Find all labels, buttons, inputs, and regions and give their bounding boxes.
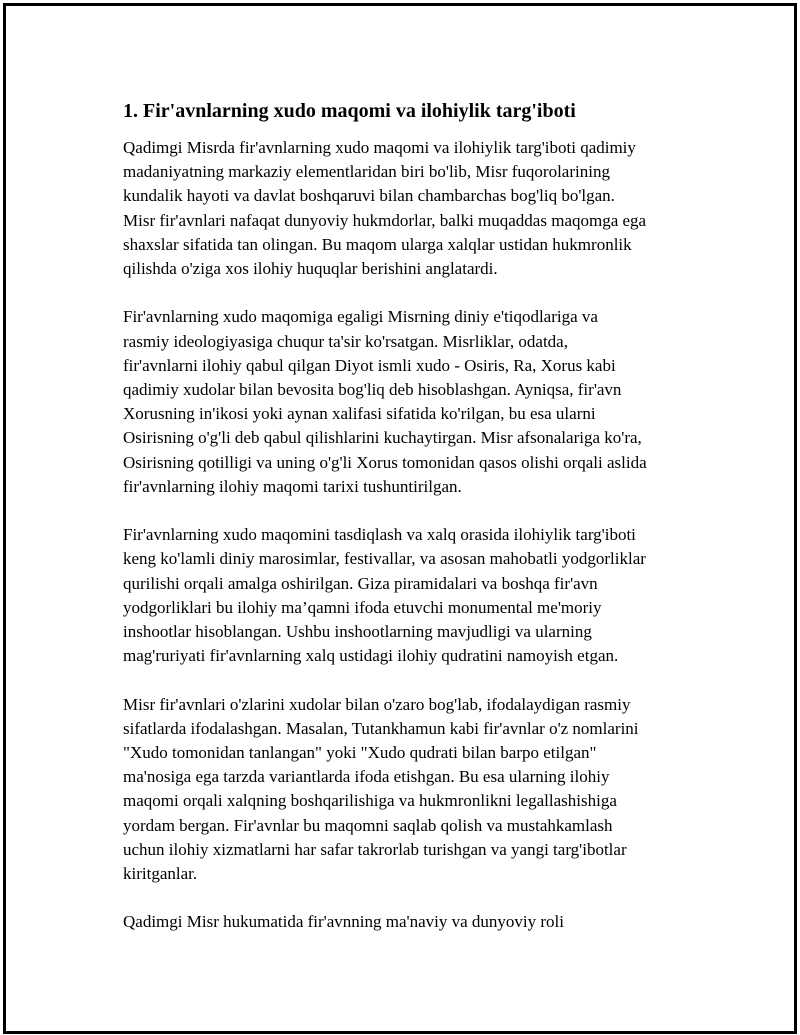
text-line: Fir'avnlarning xudo maqomiga egaligi Misrning diniy e'tiqodlariga va: [123, 307, 598, 327]
text-line: Misr fir'avnlari nafaqat dunyoviy hukmdorlar, balki muqaddas maqomga ega: [123, 210, 647, 230]
text-line: uchun ilohiy xizmatlarni har safar takrorlab turishgan va yangi targ'ibotlar: [123, 839, 627, 859]
text-line: keng ko'lamli diniy marosimlar, festivallar, va asosan mahobatli yodgorliklar: [123, 549, 646, 569]
paragraph-5: [123, 910, 703, 934]
text-line: fir'avnlarni ilohiy qabul qilgan Diyot ismli xudo - Osiris, Ra, Xorus kabi: [123, 355, 616, 375]
text-line: Fir'avnlarning xudo maqomini tasdiqlash va xalq orasida ilohiylik targ'iboti: [123, 525, 636, 545]
text-line: sifatlarda ifodalashgan. Masalan, Tutankhamun kabi fir'avnlar o'z nomlarini: [123, 718, 639, 738]
text-line: Qadimgi Misrda fir'avnlarning xudo maqomi va ilohiylik targ'iboti qadimiy: [123, 138, 636, 157]
paragraph-4: [123, 693, 703, 887]
section-heading: 1. Fir'avnlarning xudo maqomi va ilohiylik targ'iboti: [123, 100, 576, 122]
text-line: Osirisning o'g'li deb qabul qilishlarini kuchaytirgan. Misr afsonalariga ko'ra,: [123, 428, 642, 448]
text-line: kiritganlar.: [123, 864, 198, 884]
text-line: "Xudo tomonidan tanlangan" yoki "Xudo qudrati bilan barpo etilgan": [123, 743, 597, 763]
text-line: rasmiy ideologiyasiga chuqur ta'sir ko'rsatgan. Misrliklar, odatda,: [123, 331, 568, 351]
text-line: qilishda o'ziga xos ilohiy huquqlar berishini anglatardi.: [123, 259, 498, 279]
document-body: [123, 98, 703, 935]
page-frame: [3, 3, 797, 1034]
text-line: qurilishi orqali amalga oshirilgan. Giza piramidalari va boshqa fir'avn: [123, 573, 598, 593]
text-line: shaxslar sifatida tan olingan. Bu maqom ularga xalqlar ustidan hukmronlik: [123, 234, 632, 254]
paragraph-3: [123, 523, 703, 668]
text-line: inshootlar hisoblangan. Ushbu inshootlarning mavjudligi va ularning: [123, 622, 592, 642]
text-line: maqomi orqali xalqning boshqarilishiga va hukmronlikni legallashishiga: [123, 791, 617, 811]
text-line: Qadimgi Misr hukumatida fir'avnning ma'naviy va dunyoviy roli: [123, 912, 564, 932]
text-line: madaniyatning markaziy elementlaridan biri bo'lib, Misr fuqorolarining: [123, 162, 610, 182]
paragraph-1: [123, 136, 703, 281]
text-line: Xorusning in'ikosi yoki aynan xalifasi sifatida ko'rilgan, bu esa ularni: [123, 404, 596, 424]
text-line: qadimiy xudolar bilan bevosita bog'liq deb hisoblashgan. Ayniqsa, fir'avn: [123, 380, 622, 400]
text-line: kundalik hayoti va davlat boshqaruvi bilan chambarchas bog'liq bo'lgan.: [123, 186, 615, 206]
text-line: fir'avnlarning ilohiy maqomi tarixi tushuntirilgan.: [123, 476, 462, 496]
text-line: yodgorliklari bu ilohiy ma’qamni ifoda etuvchi monumental me'moriy: [123, 597, 602, 617]
text-line: Osirisning qotilligi va uning o'g'li Xorus tomonidan qasos olishi orqali aslida: [123, 452, 647, 472]
text-line: yordam bergan. Fir'avnlar bu maqomni saqlab qolish va mustahkamlash: [123, 815, 613, 835]
text-line: Misr fir'avnlari o'zlarini xudolar bilan o'zaro bog'lab, ifodalaydigan rasmiy: [123, 694, 631, 714]
text-line: mag'ruriyati fir'avnlarning xalq ustidagi ilohiy qudratini namoyish etgan.: [123, 646, 619, 666]
paragraph-2: [123, 305, 703, 499]
text-line: ma'nosiga ega tarzda variantlarda ifoda etishgan. Bu esa ularning ilohiy: [123, 767, 610, 787]
